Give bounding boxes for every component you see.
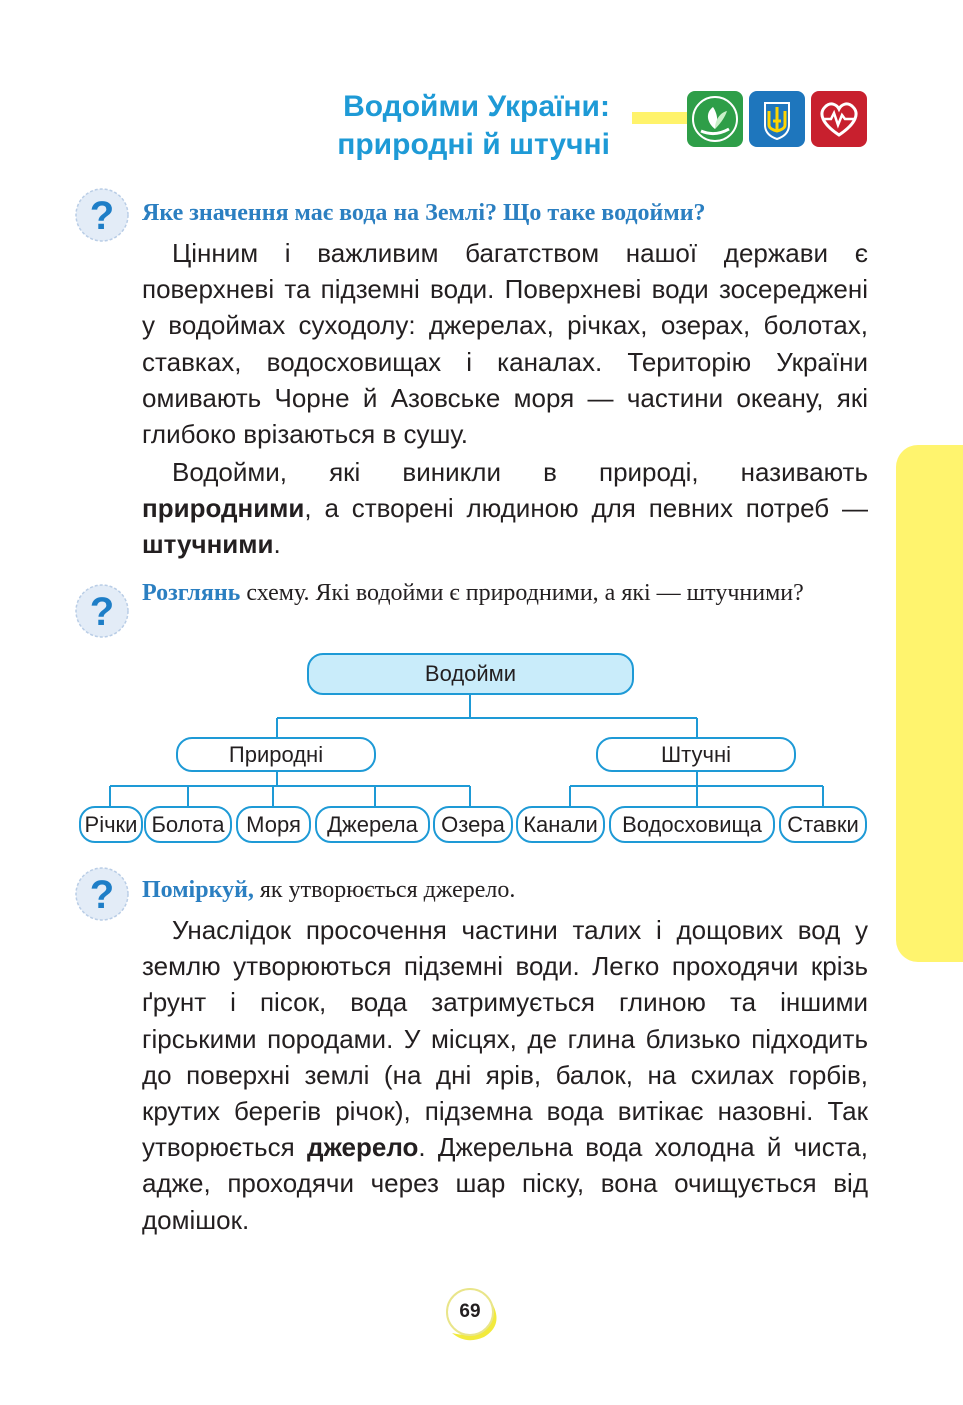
paragraph-2-part: . [273, 529, 281, 560]
paragraph-2-part: , а створені людиною для певних потреб — [304, 493, 868, 524]
paragraph-3-part: Унаслідок просочення частини талих і дощових вод у землю утворюються підземні води. Легко проходячи крізь ґрунт і пісок, вода затримується глиною та іншими гірськими породами. У місцях, де глина близько підходить до поверхні землі (на дні ярів, балок, на схилах горбів, крутих берегів річок), підземна вода витікає назовні. Так утворюється [142, 915, 868, 1163]
diagram-artificial-node: Штучні [596, 737, 796, 772]
question-3-text: як утворюється джерело. [253, 877, 516, 903]
question-3-keyword: Поміркуй, [142, 877, 254, 903]
question-2-text: схему. Які водойми є природними, а які — штучними? [240, 580, 804, 606]
diagram-leaf-node: Річки [79, 806, 143, 843]
term-natural: природними [142, 493, 305, 524]
svg-text:?: ? [89, 194, 115, 238]
diagram-leaf-node: Канали [516, 806, 605, 843]
question-2-keyword: Розглянь [142, 580, 241, 606]
term-artificial: штучними [142, 529, 274, 560]
svg-text:?: ? [89, 873, 115, 917]
question-3 [142, 873, 868, 907]
diagram-leaf-node: Ставки [779, 806, 867, 843]
page-number: 69 [446, 1288, 494, 1336]
term-spring: джерело [306, 1132, 419, 1163]
diagram-natural-node: Природні [176, 737, 376, 772]
paragraph-2-part: Водойми, які виникли в природі, називають [172, 457, 868, 487]
question-icon [74, 866, 130, 922]
title-line-2: природні й штучні [337, 128, 610, 161]
diagram-root-node: Водойми [307, 653, 634, 695]
diagram-leaf-node: Болота [144, 806, 232, 843]
diagram-leaf-node: Водосховища [609, 806, 775, 843]
title-line-1: Водойми України: [343, 90, 610, 123]
diagram-leaf-node: Моря [236, 806, 311, 843]
diagram-leaf-node: Озера [433, 806, 513, 843]
diagram-leaf-node: Джерела [315, 806, 430, 843]
question-1-text: Яке значення має вода на Землі? Що таке водойми? [142, 200, 706, 226]
paragraph-3-part: . Джерельна вода холодна й чиста, адже, проходячи через шар піску, вона очищується від домішок. [142, 1132, 869, 1235]
svg-text:?: ? [89, 590, 115, 634]
paragraph-1: Цінним і важливим багатством нашої держави є поверхневі та підземні води. Поверхневі води зосереджені у водоймах суходолу: джерелах, річках, озерах, болотах, ставках, водосховищах і каналах. Територію України омивають Чорне й Азовське моря — частини океану, які глибоко врізаються в сушу. [142, 238, 868, 450]
paragraph-3 [142, 912, 868, 1238]
